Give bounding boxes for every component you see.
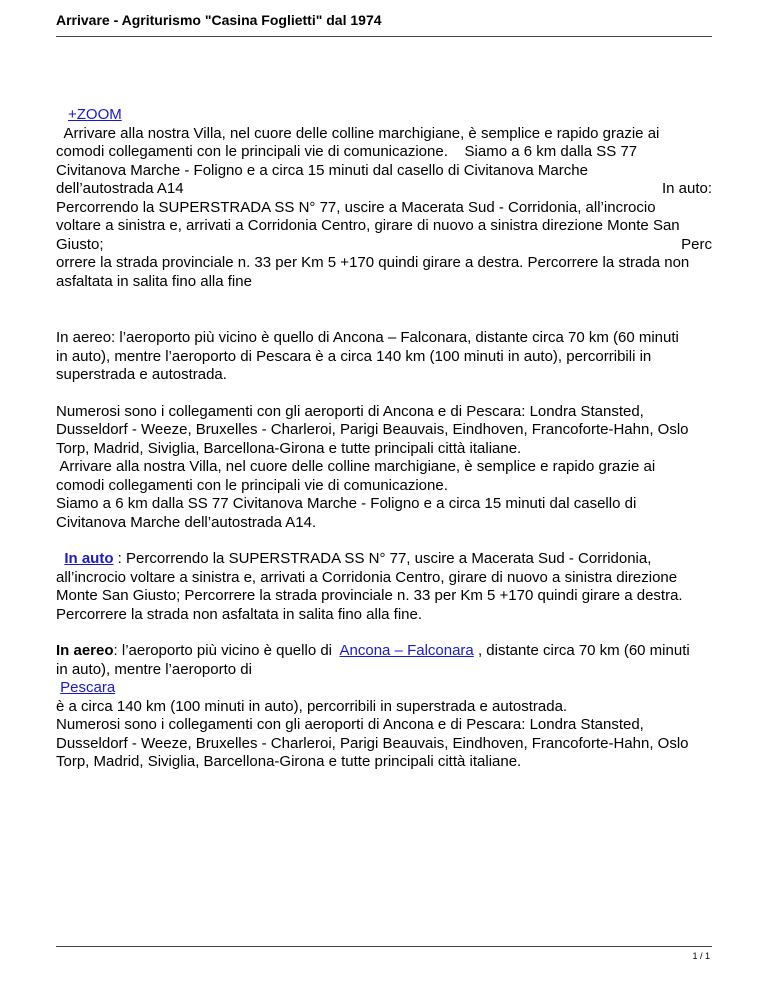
text-line-right: Perc <box>681 235 712 253</box>
text-line <box>56 550 712 569</box>
text-post-link: , distante circa 70 km (60 minuti <box>473 642 690 659</box>
text-line: Civitanova Marche dell’autostrada A14. <box>56 513 317 531</box>
text-line-right: In auto: <box>661 180 712 197</box>
text-line <box>56 180 712 199</box>
page-header-title: Arrivare - Agriturismo "Casina Foglietti" dal 1974 <box>56 12 712 37</box>
text-line: Monte San Giusto; Percorrere la strada provinciale n. 33 per Km 5 +170 quindi girare a destra. <box>56 587 683 604</box>
text-line: Dusseldorf - Weeze, Bruxelles - Charleroi, Parigi Beauvais, Eindhoven, Francoforte-Hahn, Oslo <box>56 734 689 752</box>
text-line: asfaltata in salita fino alla fine <box>56 272 252 290</box>
text-line: è a circa 140 km (100 minuti in auto), percorribili in superstrada e autostrada. <box>56 697 568 715</box>
car-paragraph <box>56 550 712 624</box>
pescara-link[interactable]: Pescara <box>60 679 116 696</box>
text-line: Dusseldorf - Weeze, Bruxelles - Charleroi, Parigi Beauvais, Eindhoven, Francoforte-Hahn, Oslo <box>56 421 689 438</box>
text-line: Civitanova Marche - Foligno e a circa 15 minuti dal casello di Civitanova Marche <box>56 161 588 179</box>
zoom-link[interactable]: +ZOOM <box>68 106 122 123</box>
text-line <box>56 236 712 255</box>
text-line-left: dell’autostrada A14 <box>56 180 184 197</box>
page-number: 1 / 1 <box>692 951 710 961</box>
text-line: orrere la strada provinciale n. 33 per Km 5 +170 quindi girare a destra. Percorrere la strada non <box>56 254 690 271</box>
text-line <box>56 642 712 661</box>
text-line: voltare a sinistra e, arrivati a Corridonia Centro, girare di nuovo a sinistra direzione Monte San <box>56 217 680 234</box>
text-line: all’incrocio voltare a sinistra e, arrivati a Corridonia Centro, girare di nuovo a sinistra direzione <box>56 568 678 586</box>
text-line: Numerosi sono i collegamenti con gli aeroporti di Ancona e di Pescara: Londra Stansted, <box>56 716 644 733</box>
text-line: comodi collegamenti con le principali vie di comunicazione. <box>56 476 448 494</box>
text-pre-link: : l’aeroporto più vicino è quello di <box>113 642 340 659</box>
air-detail-paragraph <box>56 642 712 772</box>
text-line: Arrivare alla nostra Villa, nel cuore delle colline marchigiane, è semplice e rapido grazie ai <box>56 458 656 475</box>
text-line: superstrada e autostrada. <box>56 366 227 383</box>
ancona-falconara-link[interactable]: Ancona – Falconara <box>339 642 474 659</box>
air-paragraph <box>56 329 712 385</box>
text-line: in auto), mentre l’aeroporto di <box>56 660 252 678</box>
footer-divider <box>56 946 712 947</box>
text-line: in auto), mentre l’aeroporto di Pescara è a circa 140 km (100 minuti in auto), percorribili in <box>56 347 652 365</box>
text-line-left: Giusto; <box>56 235 104 253</box>
text-line: Numerosi sono i collegamenti con gli aeroporti di Ancona e di Pescara: Londra Stansted, <box>56 402 644 420</box>
connections-paragraph <box>56 403 712 533</box>
text-line: Arrivare alla nostra Villa, nel cuore delle colline marchigiane, è semplice e rapido grazie ai <box>56 124 660 142</box>
text-line: Torp, Madrid, Siviglia, Barcellona-Girona e tutte principali città italiane. <box>56 753 522 770</box>
text-line: Percorrendo la SUPERSTRADA SS N° 77, uscire a Macerata Sud - Corridonia, all’incrocio <box>56 198 656 216</box>
intro-paragraph <box>56 125 712 292</box>
in-aereo-label: In aereo <box>56 642 114 659</box>
text-line: In aereo: l’aeroporto più vicino è quello di Ancona – Falconara, distante circa 70 km (60 minuti <box>56 329 679 346</box>
in-auto-link[interactable]: In auto <box>64 550 114 567</box>
text-line: comodi collegamenti con le principali vie di comunicazione. Siamo a 6 km dalla SS 77 <box>56 143 638 160</box>
text-line <box>56 679 712 698</box>
text-line: Torp, Madrid, Siviglia, Barcellona-Girona e tutte principali città italiane. <box>56 439 522 457</box>
main-content <box>56 106 712 772</box>
text-line: Siamo a 6 km dalla SS 77 Civitanova Marche - Foligno e a circa 15 minuti dal casello di <box>56 495 637 512</box>
text-line: Percorrere la strada non asfaltata in salita fino alla fine. <box>56 605 423 623</box>
text-line-rest: : Percorrendo la SUPERSTRADA SS N° 77, uscire a Macerata Sud - Corridonia, <box>113 550 652 567</box>
